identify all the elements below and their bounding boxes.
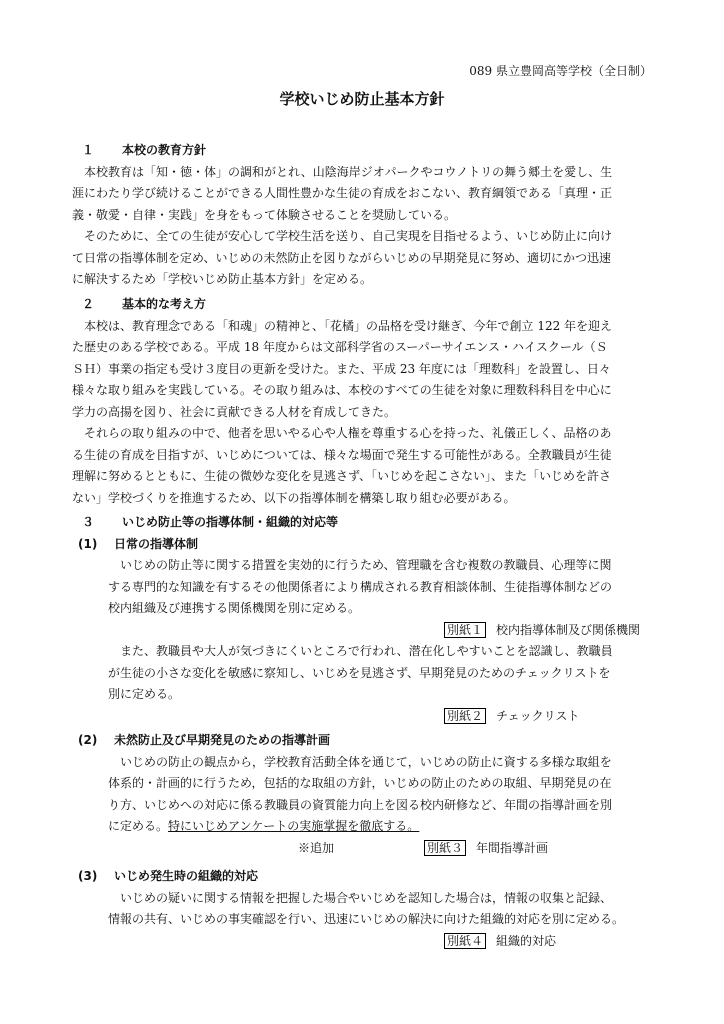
attachment-ref-1 [72,620,658,642]
paragraph-line: 様々な取り組みを実践している。その取り組みは、本校のすべての生徒を対象に理数科科目を中心に [72,383,612,397]
section-2-heading [72,294,658,316]
attachment-ref-4 [72,931,658,953]
section-3-number: ３ [82,515,95,529]
paragraph-line: 別に定める。 [108,687,181,701]
paragraph-line [72,816,658,838]
section-3 [72,512,658,727]
section-1-number: １ [82,143,95,157]
attachment-label-3: 別紙３ [424,840,466,856]
subsection-2 [72,730,658,859]
section-1-title: 本校の教育方針 [122,143,207,157]
subsection-2-number: (2) [78,733,98,747]
paragraph-line: 本校教育は「知・徳・体」の調和がとれ、山陰海岸ジオパークやコウノトリの舞う郷土を愛し、生 [84,164,613,179]
subsection-1-number: (1) [78,536,98,551]
school-name: 089 県立豊岡高等学校（全日制） [469,64,652,78]
paragraph-line: する専門的な知識を有するその他関係者により構成される教育相談体制、生徒指導体制などの [108,579,613,594]
attachment-label-2: 別紙２ [444,708,486,724]
section-2-title: 基本的な考え方 [122,297,207,311]
section-2 [72,294,658,509]
paragraph-text: に定める。 [108,819,169,833]
subsection-2-heading [72,730,658,752]
underlined-addition: 特にいじめアンケートの実施掌握を徹底する。 [168,819,420,833]
section-2-number: ２ [82,297,95,311]
paragraph-line: た歴史のある学校である。平成 18 年度からは文部科学省のスーパーサイエンス・ハイスクール（Ｓ [72,340,608,354]
paragraph-line: 義・敬愛・自律・実践」を身をもって体験させることを奨励している。 [72,207,457,222]
attachment-label-4: 別紙４ [444,933,486,949]
paragraph-line: また、教職員や大人が気づきにくいところで行われ、潜在化しやすいことを認識し、教職員 [120,644,613,658]
attachment-title-4: 組織的対応 [496,933,557,948]
paragraph-line: ＳＨ）事業の指定も受け３度目の更新を受けた。また、平成 23 年度には「理数科」を設置し、日々 [72,361,611,376]
paragraph-line: 涯にわたり学び続けることができる人間性豊かな生徒の育成をおこない、教育綱領である「真理・正 [72,186,613,200]
paragraph-line: 学力の高揚を図り、社会に貢献できる人材を育成してきた。 [72,404,397,419]
section-3-title: いじめ防止等の指導体制・組織的対応等 [122,515,339,529]
paragraph-line: 校内組織及び連携する関係機関を別に定める。 [108,601,361,615]
paragraph-line: そのために、全ての生徒が安心して学校生活を送り、自己実現を目指せるよう、いじめ防止に向け [84,229,613,243]
attachment-label-1: 別紙１ [444,622,486,638]
subsection-3-number: (3) [78,869,98,883]
attachment-title-1: 校内指導体制及び関係機関 [496,622,641,637]
section-3-heading [72,512,658,534]
paragraph-line: いじめの防止の観点から，学校教育活動全体を通じて，いじめの防止に資する多様な取組を [120,754,612,769]
section-1 [72,140,658,291]
paragraph-line: いじめの防止等に関する措置を実効的に行うため、管理職を含む複数の教職員、心理等に関 [120,558,612,572]
paragraph-line: いじめの疑いに関する情報を把握した場合やいじめを認知した場合は，情報の収集と記録、 [120,890,613,905]
paragraph-line: それらの取り組みの中で、他者を思いやる心や人権を尊重する心を持った、礼儀正しく、品格のあ [84,426,612,440]
paragraph-line: り方、いじめへの対応に係る教職員の資質能力向上を図る校内研修など、年間の指導計画を別 [108,797,613,812]
subsection-3-title: いじめ発生時の組織的対応 [114,869,259,883]
paragraph-line: 理解に努めるとともに、生徒の微妙な変化を見逃さず、「いじめを起こさない」、また「いじめを許さ [72,469,612,483]
subsection-1-title: 日常の指導体制 [114,536,199,551]
subsection-1-heading [72,534,658,556]
attachment-title-3: 年間指導計画 [476,840,549,855]
added-note: ※追加 [298,840,335,855]
paragraph-line: に解決するため「学校いじめ防止基本方針」を定める。 [72,272,373,286]
paragraph-line: 体系的・計画的に行うため，包括的な取組の方針，いじめの防止のための取組、早期発見の在 [108,776,612,790]
attachment-title-2: チェックリスト [496,708,580,723]
subsection-2-title: 未然防止及び早期発見のための指導計画 [114,733,331,747]
paragraph-line: る生徒の育成を目指すが、いじめについては、様々な場面で発生する可能性がある。全教職員が生徒 [72,447,612,462]
attachment-ref-2 [72,706,658,728]
paragraph-line: ない」学校づくりを推進するため、以下の指導体制を構築し取り組む必要がある。 [72,490,516,505]
paragraph-line: て日常の指導体制を定め、いじめの未然防止を図りながらいじめの早期発見に努め、適切にかつ迅速 [72,250,612,265]
paragraph-line: 本校は、教育理念である「和魂」の精神と、「花橘」の品格を受け継ぎ、今年で創立 122 年を迎え [84,318,613,333]
section-1-heading [72,140,658,162]
page-title: 学校いじめ防止基本方針 [279,90,445,108]
attachment-ref-3 [72,838,658,860]
subsection-3-heading [72,866,658,888]
subsection-3 [72,866,658,952]
paragraph-line: が生徒の小さな変化を敏感に察知し、いじめを見逃さず、早期発見のためのチェックリストを [108,665,611,680]
paragraph-line: 情報の共有、いじめの事実確認を行い、迅速にいじめの解決に向けた組織的対応を別に定める。 [108,912,625,926]
